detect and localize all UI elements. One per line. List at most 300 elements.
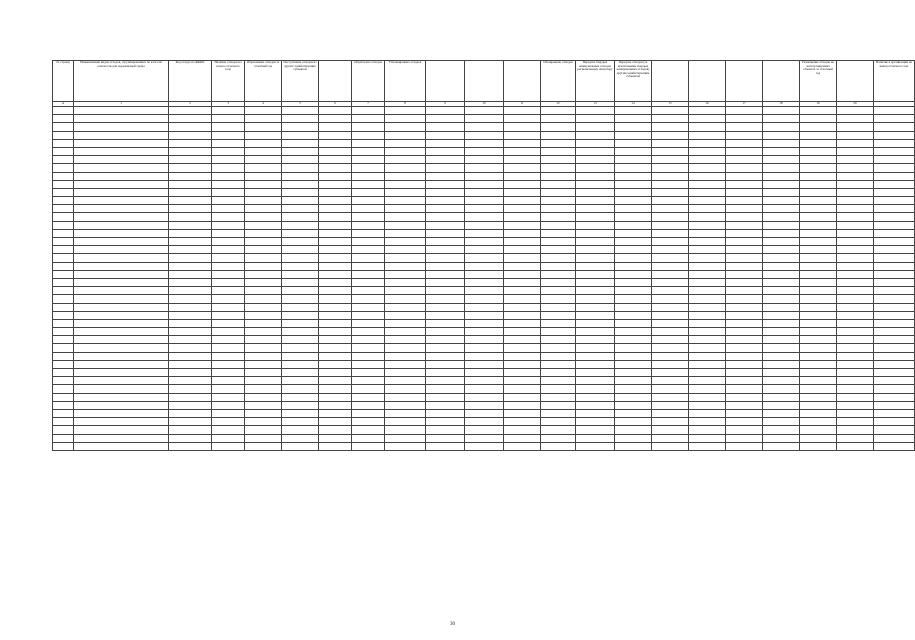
table-cell	[504, 385, 541, 393]
column-header	[465, 61, 504, 102]
table-cell	[689, 287, 726, 295]
table-cell	[465, 246, 504, 254]
table-cell	[169, 156, 212, 164]
table-cell	[837, 287, 874, 295]
table-cell	[615, 303, 652, 311]
table-cell	[245, 180, 282, 188]
table-cell	[352, 197, 385, 205]
table-cell	[53, 319, 74, 327]
table-cell	[874, 115, 915, 123]
table-cell	[726, 139, 763, 147]
table-cell	[53, 409, 74, 417]
table-cell	[74, 401, 169, 409]
table-cell	[800, 164, 837, 172]
table-cell	[352, 278, 385, 286]
table-cell	[319, 254, 352, 262]
table-cell	[763, 278, 800, 286]
table-cell	[74, 360, 169, 368]
column-number: 1	[74, 102, 169, 107]
table-cell	[541, 188, 576, 196]
table-cell	[245, 221, 282, 229]
table-cell	[465, 262, 504, 270]
table-cell	[726, 303, 763, 311]
table-cell	[652, 131, 689, 139]
table-cell	[212, 303, 245, 311]
table-cell	[504, 303, 541, 311]
table-cell	[837, 434, 874, 442]
table-cell	[53, 434, 74, 442]
table-row	[53, 385, 915, 393]
table-cell	[352, 246, 385, 254]
table-cell	[874, 303, 915, 311]
table-row	[53, 393, 915, 401]
table-cell	[53, 164, 74, 172]
table-cell	[282, 360, 319, 368]
table-cell	[652, 393, 689, 401]
table-row	[53, 401, 915, 409]
table-cell	[652, 328, 689, 336]
table-cell	[504, 205, 541, 213]
table-cell	[576, 295, 615, 303]
table-cell	[541, 385, 576, 393]
table-cell	[837, 238, 874, 246]
table-cell	[385, 336, 426, 344]
table-cell	[652, 385, 689, 393]
table-cell	[282, 205, 319, 213]
table-cell	[576, 262, 615, 270]
table-cell	[74, 147, 169, 155]
table-cell	[763, 115, 800, 123]
table-cell	[53, 393, 74, 401]
table-cell	[800, 270, 837, 278]
table-cell	[615, 246, 652, 254]
column-number: 18	[763, 102, 800, 107]
table-cell	[245, 426, 282, 434]
table-cell	[576, 303, 615, 311]
table-cell	[689, 336, 726, 344]
table-cell	[245, 147, 282, 155]
column-number: 5	[282, 102, 319, 107]
table-row	[53, 369, 915, 377]
table-cell	[245, 442, 282, 450]
table-cell	[352, 409, 385, 417]
table-cell	[282, 213, 319, 221]
table-cell	[689, 401, 726, 409]
column-header	[426, 61, 465, 102]
table-cell	[504, 131, 541, 139]
table-cell	[385, 319, 426, 327]
table-cell	[800, 336, 837, 344]
table-cell	[615, 107, 652, 115]
table-cell	[212, 442, 245, 450]
table-cell	[426, 418, 465, 426]
table-cell	[576, 180, 615, 188]
table-row	[53, 278, 915, 286]
table-cell	[53, 369, 74, 377]
table-cell	[652, 246, 689, 254]
table-cell	[212, 164, 245, 172]
table-cell	[319, 434, 352, 442]
table-cell	[465, 311, 504, 319]
table-cell	[541, 172, 576, 180]
table-cell	[541, 377, 576, 385]
table-cell	[352, 180, 385, 188]
table-cell	[800, 352, 837, 360]
table-cell	[504, 377, 541, 385]
table-cell	[212, 205, 245, 213]
table-cell	[689, 278, 726, 286]
table-cell	[426, 164, 465, 172]
table-cell	[800, 393, 837, 401]
table-cell	[169, 344, 212, 352]
table-cell	[319, 172, 352, 180]
table-cell	[763, 254, 800, 262]
table-cell	[504, 311, 541, 319]
table-cell	[689, 418, 726, 426]
table-cell	[689, 369, 726, 377]
table-cell	[576, 254, 615, 262]
table-cell	[74, 205, 169, 213]
table-cell	[169, 352, 212, 360]
table-row	[53, 295, 915, 303]
table-cell	[541, 262, 576, 270]
table-cell	[53, 278, 74, 286]
table-cell	[576, 147, 615, 155]
table-cell	[763, 426, 800, 434]
table-cell	[74, 254, 169, 262]
table-cell	[726, 344, 763, 352]
table-cell	[319, 328, 352, 336]
table-cell	[576, 344, 615, 352]
table-cell	[465, 107, 504, 115]
table-cell	[763, 303, 800, 311]
table-cell	[689, 205, 726, 213]
waste-report-table	[52, 60, 915, 451]
table-cell	[541, 311, 576, 319]
table-cell	[465, 319, 504, 327]
table-cell	[169, 139, 212, 147]
table-cell	[763, 188, 800, 196]
table-cell	[800, 401, 837, 409]
table-cell	[169, 229, 212, 237]
table-cell	[652, 303, 689, 311]
table-cell	[74, 172, 169, 180]
table-cell	[504, 418, 541, 426]
column-header: Код отхода по ФККО	[169, 61, 212, 102]
table-cell	[74, 180, 169, 188]
table-cell	[282, 270, 319, 278]
table-cell	[800, 311, 837, 319]
table-cell	[541, 434, 576, 442]
table-cell	[541, 319, 576, 327]
table-cell	[352, 426, 385, 434]
table-cell	[426, 426, 465, 434]
table-cell	[385, 434, 426, 442]
table-cell	[576, 426, 615, 434]
table-cell	[212, 197, 245, 205]
table-cell	[504, 336, 541, 344]
table-cell	[385, 344, 426, 352]
table-cell	[169, 393, 212, 401]
table-cell	[465, 270, 504, 278]
table-cell	[652, 229, 689, 237]
table-cell	[726, 377, 763, 385]
table-cell	[504, 360, 541, 368]
table-cell	[385, 385, 426, 393]
table-cell	[465, 197, 504, 205]
table-cell	[541, 360, 576, 368]
table-cell	[615, 311, 652, 319]
table-cell	[385, 278, 426, 286]
table-cell	[652, 426, 689, 434]
table-cell	[576, 393, 615, 401]
table-cell	[169, 197, 212, 205]
table-cell	[385, 393, 426, 401]
table-cell	[385, 229, 426, 237]
table-cell	[800, 409, 837, 417]
table-cell	[465, 344, 504, 352]
table-cell	[245, 377, 282, 385]
table-cell	[726, 188, 763, 196]
table-cell	[245, 172, 282, 180]
table-cell	[465, 147, 504, 155]
table-cell	[541, 221, 576, 229]
table-cell	[800, 278, 837, 286]
table-cell	[169, 336, 212, 344]
table-cell	[837, 107, 874, 115]
table-cell	[576, 229, 615, 237]
table-cell	[504, 254, 541, 262]
column-number: А	[53, 102, 74, 107]
table-cell	[74, 270, 169, 278]
table-cell	[837, 270, 874, 278]
table-cell	[576, 238, 615, 246]
table-cell	[837, 213, 874, 221]
table-cell	[245, 123, 282, 131]
table-cell	[689, 188, 726, 196]
table-cell	[837, 262, 874, 270]
table-cell	[212, 246, 245, 254]
table-cell	[576, 328, 615, 336]
table-cell	[837, 172, 874, 180]
table-cell	[245, 434, 282, 442]
table-cell	[212, 352, 245, 360]
table-cell	[53, 147, 74, 155]
table-cell	[726, 270, 763, 278]
table-cell	[319, 393, 352, 401]
table-cell	[763, 418, 800, 426]
table-cell	[763, 319, 800, 327]
table-cell	[385, 213, 426, 221]
column-number: 17	[726, 102, 763, 107]
table-cell	[53, 295, 74, 303]
table-row	[53, 409, 915, 417]
table-cell	[541, 270, 576, 278]
table-cell	[212, 188, 245, 196]
table-cell	[874, 278, 915, 286]
table-cell	[385, 238, 426, 246]
column-header	[652, 61, 689, 102]
table-cell	[74, 303, 169, 311]
table-cell	[800, 213, 837, 221]
table-cell	[282, 197, 319, 205]
table-cell	[245, 344, 282, 352]
table-cell	[615, 287, 652, 295]
table-cell	[504, 278, 541, 286]
table-cell	[689, 213, 726, 221]
table-row	[53, 270, 915, 278]
table-cell	[726, 311, 763, 319]
table-cell	[800, 426, 837, 434]
table-cell	[426, 270, 465, 278]
table-row	[53, 336, 915, 344]
table-cell	[319, 385, 352, 393]
table-cell	[465, 278, 504, 286]
table-cell	[282, 401, 319, 409]
table-cell	[874, 164, 915, 172]
table-cell	[319, 205, 352, 213]
table-cell	[282, 328, 319, 336]
table-cell	[352, 254, 385, 262]
table-cell	[212, 418, 245, 426]
table-cell	[282, 229, 319, 237]
table-cell	[800, 180, 837, 188]
table-cell	[53, 352, 74, 360]
table-cell	[837, 385, 874, 393]
table-cell	[169, 278, 212, 286]
table-cell	[426, 188, 465, 196]
table-cell	[319, 188, 352, 196]
table-cell	[541, 131, 576, 139]
table-cell	[465, 213, 504, 221]
column-header: Утилизировано отходов	[385, 61, 426, 102]
table-cell	[763, 164, 800, 172]
table-cell	[576, 164, 615, 172]
table-cell	[212, 377, 245, 385]
table-cell	[245, 213, 282, 221]
table-cell	[874, 197, 915, 205]
table-cell	[212, 426, 245, 434]
table-cell	[74, 115, 169, 123]
table-cell	[504, 295, 541, 303]
table-cell	[726, 238, 763, 246]
table-cell	[53, 303, 74, 311]
table-cell	[874, 426, 915, 434]
table-cell	[615, 401, 652, 409]
table-cell	[282, 377, 319, 385]
table-cell	[800, 188, 837, 196]
table-cell	[465, 172, 504, 180]
table-cell	[319, 107, 352, 115]
table-cell	[352, 360, 385, 368]
table-cell	[800, 369, 837, 377]
table-cell	[385, 107, 426, 115]
column-header	[319, 61, 352, 102]
table-cell	[800, 139, 837, 147]
table-cell	[763, 287, 800, 295]
table-cell	[576, 385, 615, 393]
table-cell	[689, 156, 726, 164]
table-cell	[212, 156, 245, 164]
table-cell	[53, 180, 74, 188]
column-number: 13	[576, 102, 615, 107]
table-cell	[465, 393, 504, 401]
table-cell	[169, 426, 212, 434]
table-cell	[576, 123, 615, 131]
table-cell	[245, 278, 282, 286]
table-cell	[652, 360, 689, 368]
table-cell	[245, 385, 282, 393]
table-cell	[245, 115, 282, 123]
table-cell	[652, 401, 689, 409]
table-cell	[465, 229, 504, 237]
table-cell	[465, 115, 504, 123]
table-cell	[53, 139, 74, 147]
table-cell	[726, 147, 763, 155]
table-cell	[385, 270, 426, 278]
table-cell	[319, 401, 352, 409]
table-cell	[504, 139, 541, 147]
table-cell	[689, 344, 726, 352]
table-cell	[282, 434, 319, 442]
table-cell	[652, 172, 689, 180]
table-cell	[169, 270, 212, 278]
table-cell	[74, 319, 169, 327]
table-cell	[837, 131, 874, 139]
table-cell	[319, 139, 352, 147]
table-cell	[319, 180, 352, 188]
table-cell	[615, 123, 652, 131]
table-cell	[169, 328, 212, 336]
table-cell	[837, 156, 874, 164]
table-cell	[689, 311, 726, 319]
table-cell	[74, 164, 169, 172]
table-cell	[352, 229, 385, 237]
table-cell	[689, 238, 726, 246]
table-cell	[169, 172, 212, 180]
table-cell	[169, 319, 212, 327]
table-cell	[169, 369, 212, 377]
table-cell	[874, 188, 915, 196]
table-cell	[385, 254, 426, 262]
column-header: Образование отходов за отчетный год	[245, 61, 282, 102]
column-number: 6	[319, 102, 352, 107]
table-cell	[426, 115, 465, 123]
table-cell	[282, 295, 319, 303]
table-cell	[282, 139, 319, 147]
table-cell	[689, 262, 726, 270]
table-cell	[245, 401, 282, 409]
table-cell	[53, 205, 74, 213]
table-cell	[74, 197, 169, 205]
table-cell	[319, 197, 352, 205]
table-cell	[504, 401, 541, 409]
table-cell	[74, 139, 169, 147]
table-cell	[541, 229, 576, 237]
table-cell	[541, 139, 576, 147]
table-cell	[319, 442, 352, 450]
table-cell	[504, 262, 541, 270]
table-cell	[169, 188, 212, 196]
table-cell	[352, 213, 385, 221]
table-cell	[726, 393, 763, 401]
table-cell	[245, 139, 282, 147]
table-cell	[385, 180, 426, 188]
table-cell	[426, 238, 465, 246]
table-cell	[212, 287, 245, 295]
table-cell	[874, 442, 915, 450]
table-cell	[726, 442, 763, 450]
